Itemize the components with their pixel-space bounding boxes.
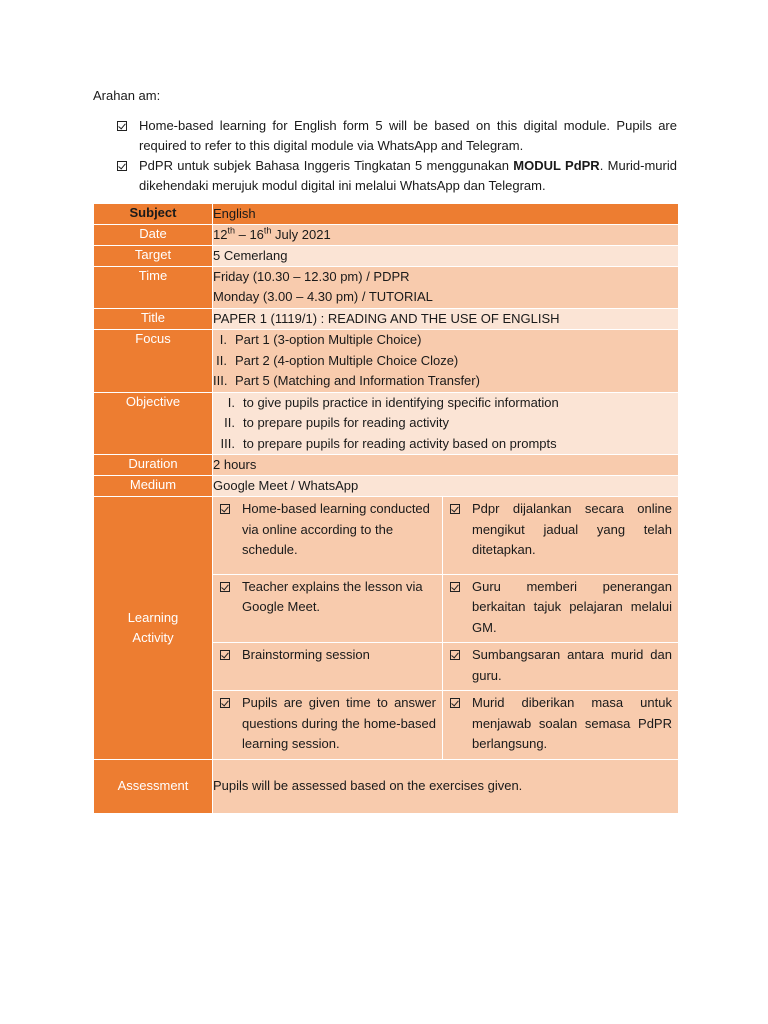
focus-item: III. Part 5 (Matching and Information Transfer) [213,373,480,388]
label-target: Target [94,246,213,267]
activity-ms: Murid diberikan masa untuk menjawab soalan semasa PdPR berlangsung. [472,695,672,751]
label-learning-activity: Learning Activity [94,497,213,760]
row-date [94,225,679,246]
objective-item: III. to prepare pupils for reading activity based on prompts [220,435,557,451]
label-focus: Focus [94,330,213,393]
focus-item: II. Part 2 (4-option Multiple Choice Cloze) [216,352,459,368]
checkbox-checked-icon [450,650,460,660]
value-date: 12th – 16th July 2021 [213,225,679,246]
checkbox-checked-icon [450,582,460,592]
objective-item: I. to give pupils practice in identifying specific information [227,394,559,410]
value-duration: 2 hours [213,455,679,476]
row-objective [94,392,679,455]
focus-item: I. Part 1 (3-option Multiple Choice) [219,332,422,347]
activity-ms: Pdpr dijalankan secara online mengikut jadual yang telah ditetapkan. [472,501,672,557]
general-instructions [117,116,677,196]
label-subject: Subject [94,204,213,225]
instruction-text: PdPR untuk subjek Bahasa Inggeris Tingkatan 5 menggunakan MODUL PdPR. Murid-murid dikehendaki merujuk modul digital ini melalui WhatsApp dan Telegram. [139,158,677,193]
checkbox-checked-icon [220,698,230,708]
lesson-plan-table [93,203,679,814]
label-time: Time [94,267,213,309]
instruction-item [117,116,677,156]
checkbox-checked-icon [117,161,127,171]
activity-en: Home-based learning conducted via online according to the schedule. [242,501,430,557]
value-subject: English [213,204,679,225]
row-time [94,267,679,309]
learning-activity-grid [213,497,678,759]
module-name: MODUL PdPR [513,158,600,173]
row-assessment [94,759,679,813]
activity-row [213,497,678,574]
label-duration: Duration [94,455,213,476]
label-medium: Medium [94,476,213,497]
activity-en: Brainstorming session [242,647,370,662]
value-assessment: Pupils will be assessed based on the exercises given. [213,759,679,813]
value-learning-activity [213,497,679,760]
checkbox-checked-icon [220,504,230,514]
row-medium [94,476,679,497]
value-time [213,267,679,309]
value-title: PAPER 1 (1119/1) : READING AND THE USE OF ENGLISH [213,309,679,330]
checkbox-checked-icon [450,504,460,514]
checkbox-checked-icon [220,650,230,660]
checkbox-checked-icon [117,121,127,131]
row-title [94,309,679,330]
value-medium: Google Meet / WhatsApp [213,476,679,497]
activity-row [213,691,678,759]
activity-row [213,643,678,691]
checkbox-checked-icon [450,698,460,708]
instructions-heading: Arahan am: [93,88,161,103]
instruction-text: Home-based learning for English form 5 will be based on this digital module. Pupils are required to refer to this digital module via WhatsApp and Telegram. [139,118,677,153]
activity-ms: Sumbangsaran antara murid dan guru. [472,647,672,683]
label-objective: Objective [94,392,213,455]
value-focus [213,330,679,393]
row-target [94,246,679,267]
value-target: 5 Cemerlang [213,246,679,267]
objective-item: II. to prepare pupils for reading activity [224,415,449,430]
row-learning-activity [94,497,679,760]
label-date: Date [94,225,213,246]
activity-en: Teacher explains the lesson via Google Meet. [242,578,423,614]
checkbox-checked-icon [220,582,230,592]
activity-en: Pupils are given time to answer questions during the home-based learning session. [242,695,436,751]
row-subject [94,204,679,225]
row-duration [94,455,679,476]
activity-row [213,574,678,643]
activity-ms: Guru memberi penerangan berkaitan tajuk pelajaran melalui GM. [472,578,672,635]
label-title: Title [94,309,213,330]
instruction-item [117,156,677,196]
label-assessment: Assessment [94,759,213,813]
time-line: Friday (10.30 – 12.30 pm) / PDPR [213,269,410,284]
value-objective [213,392,679,455]
row-focus [94,330,679,393]
time-line: Monday (3.00 – 4.30 pm) / TUTORIAL [213,289,433,304]
